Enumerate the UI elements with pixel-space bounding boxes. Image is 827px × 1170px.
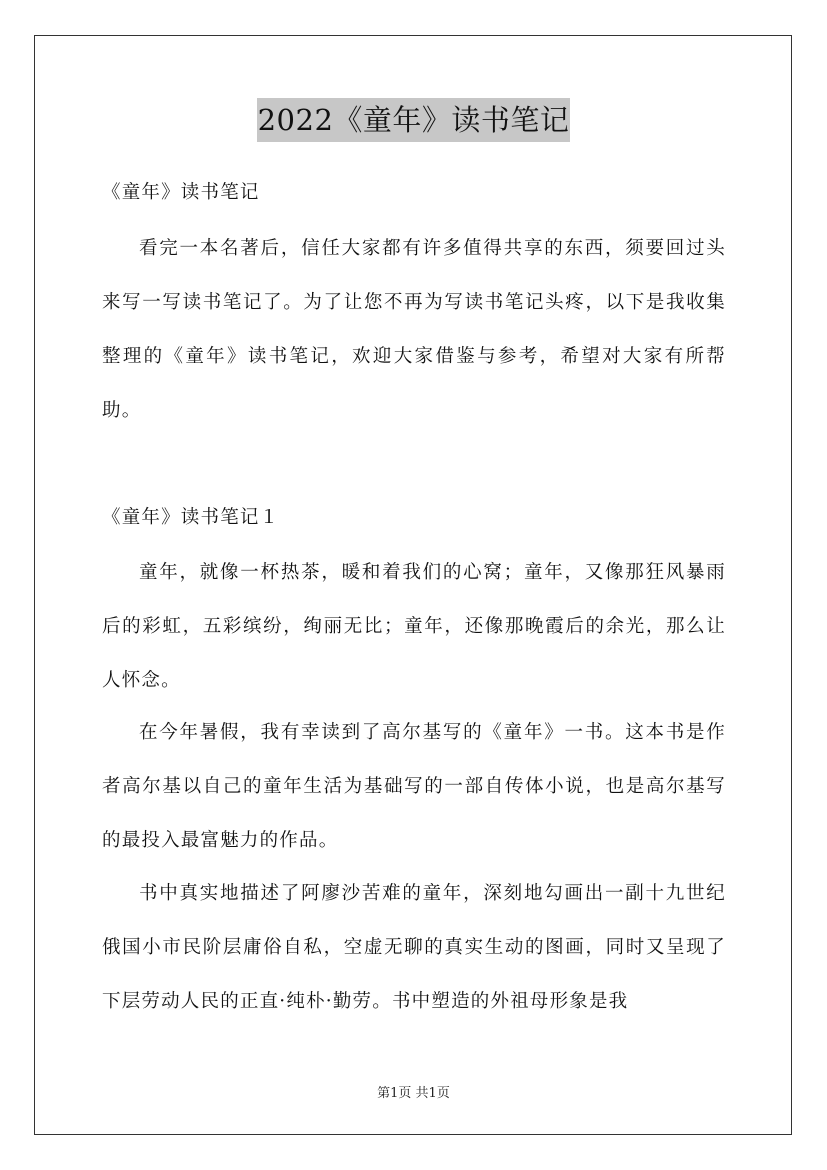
body-paragraph-3: 书中真实地描述了阿廖沙苦难的童年，深刻地勾画出一副十九世纪俄国小市民阶层庸俗自私，空虚无聊的真实生动的图画，同时又呈现了下层劳动人民的正直·纯朴·勤劳。书中塑造的外祖母形象是我 — [102, 883, 726, 1012]
section-heading-intro: 《童年》读书笔记 — [102, 182, 260, 203]
title-container — [0, 98, 827, 142]
body-paragraph-2: 在今年暑假，我有幸读到了高尔基写的《童年》一书。这本书是作者高尔基以自己的童年生活为基础写的一部自传体小说，也是高尔基写的最投入最富魅力的作品。 — [102, 722, 726, 851]
body-paragraph-1: 童年，就像一杯热茶，暖和着我们的心窝；童年，又像那狂风暴雨后的彩虹，五彩缤纷，绚丽无比；童年，还像那晚霞后的余光，那么让人怀念。 — [102, 562, 726, 691]
intro-paragraph: 看完一本名著后，信任大家都有许多值得共享的东西，须要回过头来写一写读书笔记了。为了让您不再为写读书笔记头疼，以下是我收集整理的《童年》读书笔记，欢迎大家借鉴与参考，希望对大家有所帮助。 — [102, 238, 726, 421]
document-title: 2022《童年》读书笔记 — [257, 98, 571, 142]
page-footer: 第1页 共1页 — [377, 1086, 450, 1101]
section-heading-1: 《童年》读书笔记１ — [102, 507, 280, 528]
